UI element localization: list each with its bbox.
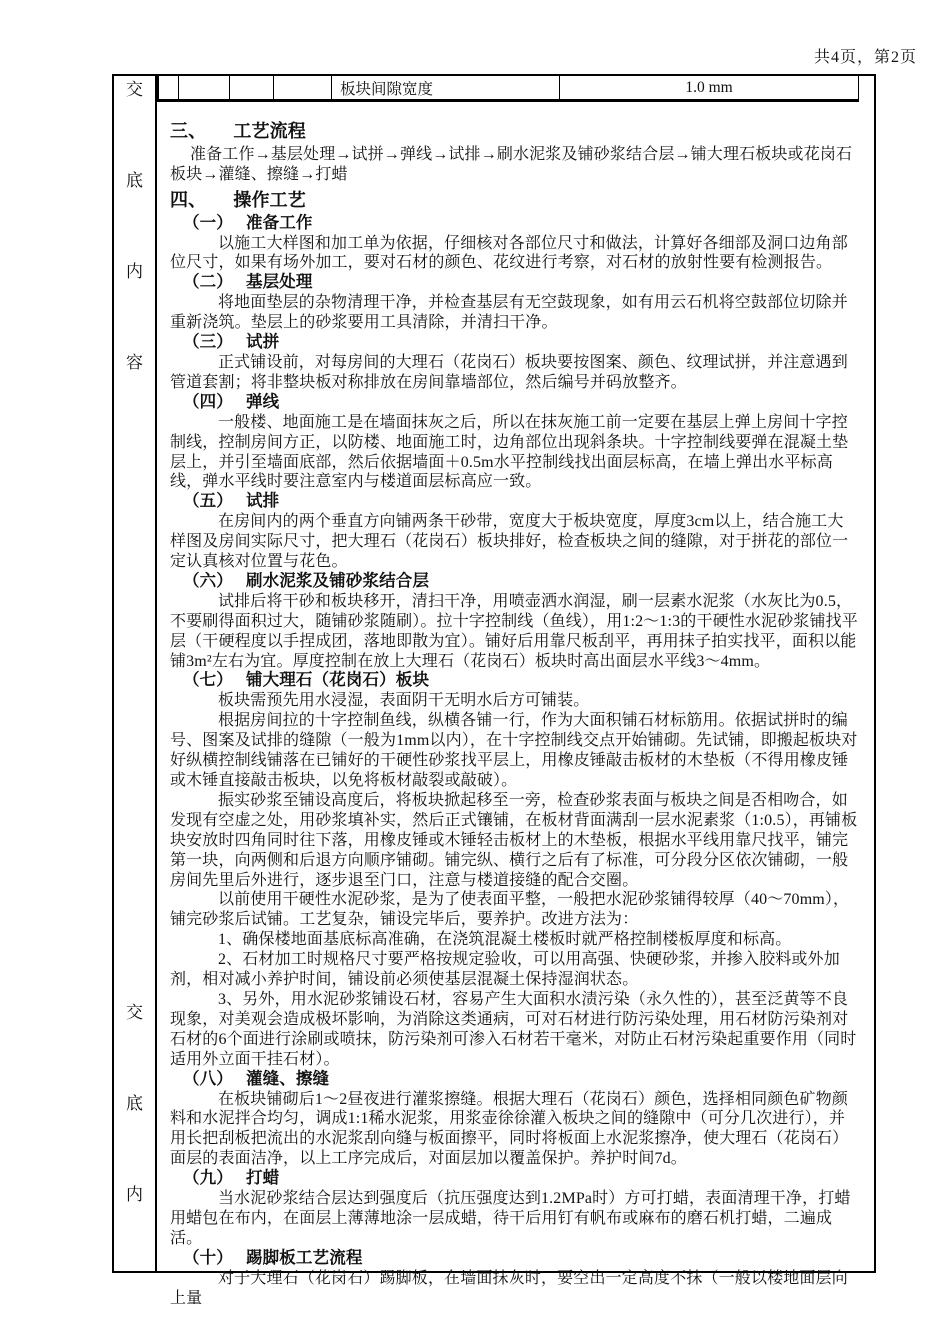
side-label-char: 交 — [126, 80, 143, 99]
page-number-header: 共4页，第2页 — [813, 49, 917, 66]
section-heading — [183, 1169, 858, 1189]
paragraph: 对于大理石（花岗石）踢脚板，在墙面抹灰时，要空出一定高度不抹（一般以楼地面层向上量 — [170, 1269, 848, 1307]
side-label-char: 内 — [126, 1185, 143, 1204]
heading-number: （二） — [183, 273, 233, 292]
section-heading — [183, 1249, 858, 1269]
paragraph: 1、确保楼地面基底标高准确，在浇筑混凝土楼板时就严格控制楼板厚度和标高。 — [218, 931, 792, 949]
heading-title: 铺大理石（花岗石）板块 — [245, 671, 430, 690]
spec-label-cell: 板块间隙宽度 — [332, 76, 560, 99]
paragraph: 一般楼、地面施工是在墙面抹灰之后，所以在抹灰施工前一定要在基层上弹上房间十字控制线，控制房间方正，以防楼、地面施工时，边角部位出现斜条块。十字控制线要弹在混凝土垫层上，并引至墙面底部，然后依据墙面＋0.5m水平控制线找出面层标高，在墙上弹出水平标高线，弹水平线时要注意室内与楼道面层标高应一致。 — [170, 413, 849, 491]
heading-title: 试排 — [245, 492, 280, 511]
paragraph: 以前使用干硬性水泥砂浆，是为了使表面平整，一般把水泥砂浆铺得较厚（40～70mm），铺完砂浆后试铺。工艺复杂，铺设完毕后，要养护。改进方法为： — [170, 891, 850, 929]
paragraph: 在房间内的两个垂直方向铺两条干砂带，宽度大于板块宽度，厚度3cm以上，结合施工大样图及房间实际尺寸，把大理石（花岗石）板块排好，检查板块之间的缝隙，对于拼花的部位一定认真核对位置与花色。 — [170, 513, 849, 571]
heading-title: 操作工艺 — [233, 189, 306, 210]
heading-number: （九） — [183, 1169, 233, 1188]
spec-empty-cell — [274, 76, 332, 99]
process-flow-paragraph: 准备工作→基层处理→试拼→弹线→试排→刷水泥浆及铺砂浆结合层→铺大理石板块或花岗石板块→灌缝、擦缝→打蜡 — [170, 145, 853, 183]
section-heading — [170, 122, 858, 142]
heading-title: 试拼 — [245, 333, 280, 352]
paragraph: 根据房间拉的十字控制鱼线，纵横各铺一行，作为大面积铺石材标筋用。依据试拼时的编号、图案及试排的缝隙（一般为1mm以内），在十字控制线交点开始铺砌。先试铺，即搬起板块对好纵横控制线铺落在已铺好的干硬性砂浆找平层上，用橡皮锤敲击板材的木垫板（不得用橡皮锤或木锤直接敲击板块，以免将板材敲裂或敲破）。 — [170, 712, 858, 789]
content-flow — [157, 102, 858, 1308]
heading-number: （八） — [183, 1069, 233, 1088]
spec-empty-cell — [179, 76, 230, 99]
paragraph: 板块需预先用水浸湿，表面阴干无明水后方可铺装。 — [218, 692, 590, 710]
heading-title: 刷水泥浆及铺砂浆结合层 — [245, 571, 430, 590]
content-cell — [157, 76, 874, 1307]
heading-title: 灌缝、擦缝 — [245, 1069, 330, 1088]
section-heading — [183, 492, 858, 512]
heading-number: 三、 — [170, 121, 207, 141]
side-label-column — [114, 76, 157, 1271]
heading-title: 准备工作 — [245, 213, 313, 232]
heading-title: 弹线 — [245, 392, 280, 411]
section-heading — [183, 273, 858, 293]
side-label-group-bottom — [114, 1004, 155, 1204]
heading-number: （六） — [183, 571, 233, 590]
side-label-char: 底 — [126, 171, 143, 190]
heading-number: （三） — [183, 333, 233, 352]
heading-title: 工艺流程 — [233, 121, 306, 141]
spec-value-cell: 1.0 mm — [560, 76, 859, 99]
section-heading — [183, 393, 858, 413]
paragraph: 将地面垫层的杂物清理干净，并检查基层有无空鼓现象，如有用云石机将空鼓部位切除并重新浇筑。垫层上的砂浆要用工具清除，并清扫干净。 — [170, 294, 848, 332]
paragraph: 以施工大样图和加工单为依据，仔细核对各部位尺寸和做法，计算好各细部及洞口边角部位尺寸，如果有场外加工，要对石材的颜色、花纹进行考察，对石材的放射性要有检测报告。 — [170, 234, 848, 272]
briefing-form-border — [112, 74, 876, 1307]
paragraph: 2、石材加工时规格尺寸要严格按规定验收，可以用高强、快硬砂浆，并掺入胶料或外加剂，相对减小养护时间，铺设前必须使基层混凝土保持湿润状态。 — [170, 951, 840, 989]
paragraph: 当水泥砂浆结合层达到强度后（抗压强度达到1.2MPa时）方可打蜡，表面清理干净，打蜡用蜡包在布内，在面层上薄薄地涂一层成蜡，待干后用钉有帆布或麻布的磨石机打蜡，二遍成活。 — [170, 1190, 851, 1247]
heading-number: 四、 — [170, 189, 207, 210]
heading-number: （五） — [183, 492, 233, 511]
paragraph: 正式铺设前，对每房间的大理石（花岗石）板块要按图案、颜色、纹理试拼，并注意遇到管道套割；将非整块板对称排放在房间靠墙部位，然后编号并码放整齐。 — [170, 353, 848, 391]
heading-title: 打蜡 — [245, 1169, 280, 1188]
section-heading — [170, 191, 858, 211]
paragraph: 振实砂浆至铺设高度后，将板块掀起移至一旁，检查砂浆表面与板块之间是否相吻合，如发现有空虚之处，用砂浆填补实，然后正式镶铺，在板材背面满刮一层水泥素浆（1:0.5），再铺板块安放时四角同时往下落，用橡皮锤或木锤轻击板材上的木垫板，根据水平线用靠尺找平，铺完第一块，向两侧和后退方向顺序铺砌。铺完纵、横行之后有了标准，可分段分区依次铺砌，一般房间先里后外进行，逐步退至门口，注意与楼道接缝的配合交圈。 — [170, 791, 858, 889]
section-heading — [183, 572, 858, 592]
section-heading — [183, 214, 858, 234]
section-heading — [183, 671, 858, 691]
paragraph: 试排后将干砂和板块移开，清扫干净，用喷壶洒水润湿，刷一层素水泥浆（水灰比为0.5，不要刷得面积过大，随铺砂浆随刷）。拉十字控制线（鱼线），用1:2～1:3的干硬性水泥砂浆铺找平层（干硬程度以手捏成团，落地即散为宜）。铺好后用靠尺板刮平，再用抹子拍实找平，面积以能铺3m²左右为宜。厚度控制在放上大理石（花岗石）板块时高出面层水平线3～4mm。 — [170, 592, 858, 670]
spec-empty-cell — [230, 76, 274, 99]
section-heading — [183, 333, 858, 353]
side-label-group-top — [114, 81, 155, 372]
side-label-char: 底 — [126, 1094, 143, 1113]
section-heading — [183, 1070, 858, 1090]
heading-number: （十） — [183, 1248, 233, 1267]
heading-title: 踢脚板工艺流程 — [245, 1248, 363, 1267]
heading-number: （七） — [183, 671, 233, 690]
spec-empty-cell — [159, 76, 179, 99]
heading-number: （一） — [183, 213, 233, 232]
heading-number: （四） — [183, 392, 233, 411]
paragraph: 在板块铺砌后1～2昼夜进行灌浆擦缝。根据大理石（花岗石）颜色，选择相同颜色矿物颜料和水泥拌合均匀，调成1:1稀水泥浆，用浆壶徐徐灌入板块之间的缝隙中（可分几次进行），并用长把刮板把流出的水泥浆刮向缝与板面擦平，同时将板面上水泥浆擦净，使大理石（花岗石）面层的表面洁净，以上工序完成后，对面层加以覆盖保护。养护时间7d。 — [170, 1090, 849, 1168]
heading-title: 基层处理 — [245, 273, 313, 292]
spec-table — [157, 76, 859, 102]
side-label-char: 内 — [126, 262, 143, 281]
paragraph: 3、另外，用水泥砂浆铺设石材，容易产生大面积水渍污染（永久性的），甚至泛黄等不良现象，对美观会造成极坏影响，为消除这类通病，可对石材进行防污染处理，用石材防污染剂对石材的6个面进行涂刷或喷抹，防污染剂可渗入石材若干毫米，对防止石材污染起重要作用（同时适用外立面干挂石材）。 — [170, 990, 857, 1068]
side-label-char: 交 — [126, 1003, 143, 1022]
side-label-char: 容 — [126, 353, 143, 372]
